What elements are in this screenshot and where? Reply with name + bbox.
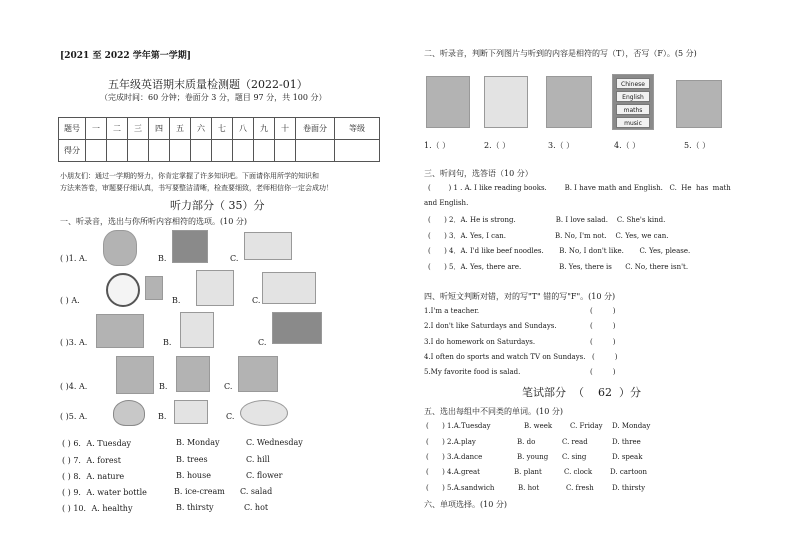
animals-picture — [244, 232, 292, 260]
option-c-label: C. flower — [246, 471, 283, 480]
q3-choice-2[interactable]: ( ) 2．A. He is strong. B. I love salad. C. She's kind. — [428, 216, 666, 224]
q4-statement: 5.My favorite food is salad. — [424, 368, 521, 376]
basketball-picture — [180, 312, 214, 348]
q3-choice-3[interactable]: ( ) 3．A. Yes, I can. B. No, I'm not. C. Yes, we can. — [428, 232, 669, 240]
option-b-label: B. — [172, 296, 181, 305]
option-b-label: B. plant — [514, 468, 542, 476]
table-cell: 一 — [86, 118, 107, 140]
option-c-label: C. hot — [244, 503, 269, 512]
q3-number[interactable]: ( )3. A. — [60, 338, 88, 347]
q4-blank[interactable]: ( ) — [592, 353, 618, 361]
q10-choice[interactable]: ( ) 10．A. healthy — [62, 504, 133, 513]
q8-choice[interactable]: ( ) 8．A. nature — [62, 472, 125, 481]
woman-picture — [546, 76, 592, 128]
bird-picture — [145, 276, 163, 300]
option-b-label: B. trees — [176, 455, 208, 464]
score-input-cell[interactable] — [335, 140, 380, 162]
kids-picture — [426, 76, 470, 128]
option-c-label: C. — [252, 296, 261, 305]
subject-card: maths — [616, 104, 650, 115]
score-input-cell[interactable] — [296, 140, 335, 162]
swimming-picture — [272, 312, 322, 344]
reading-picture — [116, 356, 154, 394]
table-cell: 题号 — [59, 118, 86, 140]
option-d-label: D. cartoon — [610, 468, 648, 476]
section-5-heading: 五、选出每组中不同类的单词。(10 分) — [424, 407, 563, 416]
q4-statement: 2.I don't like Saturdays and Sundays. — [424, 322, 557, 330]
q5-choice-2[interactable]: ( ) 2.A.play — [426, 438, 476, 446]
clock-picture — [106, 273, 140, 307]
option-b-label: B. young — [517, 453, 549, 461]
q3-choice-1-cont: and English. — [424, 199, 469, 207]
table-cell: 五 — [170, 118, 191, 140]
q2-answer-3[interactable]: 3.（ ） — [548, 141, 575, 150]
reading-girl-picture — [484, 76, 528, 128]
score-input-cell[interactable] — [254, 140, 275, 162]
food-picture — [676, 80, 722, 128]
score-input-cell[interactable] — [107, 140, 128, 162]
q2-answer-4[interactable]: 4.（ ） — [614, 141, 641, 150]
singing-picture — [176, 356, 210, 392]
sandwich-picture — [174, 400, 208, 424]
q6-choice[interactable]: ( ) 6．A. Tuesday — [62, 439, 132, 448]
q5-choice-4[interactable]: ( ) 4.A.great — [426, 468, 480, 476]
chicken-picture — [240, 400, 288, 426]
q5-choice-5[interactable]: ( ) 5.A.sandwich — [426, 484, 495, 492]
score-input-cell[interactable] — [170, 140, 191, 162]
score-input-cell[interactable] — [149, 140, 170, 162]
option-c-label: C. sing — [562, 453, 587, 461]
q4-number[interactable]: ( )4. A. — [60, 382, 88, 391]
table-cell: 六 — [191, 118, 212, 140]
option-d-label: D. three — [612, 438, 641, 446]
q4-statement: 4.I often do sports and watch TV on Sundays. — [424, 353, 586, 361]
option-b-label: B. do — [517, 438, 536, 446]
table-cell: 得分 — [59, 140, 86, 162]
table-cell: 七 — [212, 118, 233, 140]
banana-picture — [113, 400, 145, 426]
score-table — [58, 117, 380, 162]
q4-blank[interactable]: ( ) — [590, 322, 616, 330]
option-b-label: B. week — [524, 422, 553, 430]
q4-blank[interactable]: ( ) — [590, 368, 616, 376]
q3-choice-1[interactable]: ( ) 1 . A. I like reading books. B. I have math and English. C. He has math — [428, 184, 731, 192]
pingpong-picture — [96, 314, 144, 348]
option-c-label: C. Friday — [570, 422, 603, 430]
desk-picture — [196, 270, 234, 306]
q2-answer-1[interactable]: 1.（ ） — [424, 141, 451, 150]
q5-choice-1[interactable]: ( ) 1.A.Tuesday — [426, 422, 491, 430]
table-cell: 等级 — [335, 118, 380, 140]
exam-title: 五年级英语期末质量检测题（2022-01） — [108, 78, 308, 91]
section-1-heading: 一、听录音，选出与你所听内容相符的选项。(10 分) — [60, 217, 247, 226]
score-input-cell[interactable] — [212, 140, 233, 162]
score-input-cell[interactable] — [233, 140, 254, 162]
option-b-label: B. — [158, 412, 167, 421]
score-input-cell[interactable] — [128, 140, 149, 162]
q5-choice-3[interactable]: ( ) 3.A.dance — [426, 453, 483, 461]
option-b-label: B. ice-cream — [174, 487, 225, 496]
option-b-label: B. hot — [518, 484, 540, 492]
score-input-cell[interactable] — [191, 140, 212, 162]
option-c-label: C. — [226, 412, 235, 421]
q3-choice-5[interactable]: ( ) 5．A. Yes, there are. B. Yes, there is C. No, there isn't. — [428, 263, 689, 271]
subject-card: music — [616, 117, 650, 128]
option-b-label: B. house — [176, 471, 211, 480]
option-c-label: C. hill — [246, 455, 270, 464]
table-cell: 卷面分 — [296, 118, 335, 140]
option-c-label: C. fresh — [566, 484, 594, 492]
q2-answer-5[interactable]: 5.（ ） — [684, 141, 711, 150]
q4-statement: 1.I'm a teacher. — [424, 307, 480, 315]
option-d-label: D. speak — [612, 453, 643, 461]
section-3-heading: 三、听问句，选答语（10 分） — [424, 169, 533, 178]
q2-number[interactable]: ( ) A. — [60, 296, 80, 305]
option-c-label: C. — [224, 382, 233, 391]
section-4-heading: 四、听短文判断对错，对的写"T" 错的写"F"。(10 分) — [424, 292, 616, 301]
q4-statement: 3.I do homework on Saturdays. — [424, 338, 536, 346]
written-header: 笔试部分 （ 62 ）分 — [522, 386, 641, 399]
tv-picture — [238, 356, 278, 392]
q3-choice-4[interactable]: ( ) 4．A. I'd like beef noodles. B. No, I don't like. C. Yes, please. — [428, 247, 691, 255]
option-b-label: B. thirsty — [176, 503, 214, 512]
table-cell: 十 — [275, 118, 296, 140]
table-cell: 九 — [254, 118, 275, 140]
q7-choice[interactable]: ( ) 7．A. forest — [62, 456, 121, 465]
q9-choice[interactable]: ( ) 9．A. water bottle — [62, 488, 147, 497]
score-table-score-row — [59, 140, 380, 162]
listening-header: 听力部分（ 35）分 — [170, 199, 265, 212]
score-input-cell[interactable] — [86, 140, 107, 162]
option-b-label: B. — [159, 382, 168, 391]
q5-number[interactable]: ( )5. A. — [60, 412, 88, 421]
notice-line: 小朋友们：通过一学期的努力，你肯定掌握了许多知识吧。下面请你用所学的知识和 — [60, 172, 319, 180]
exam-subtitle: （完成时间：60 分钟；卷面分 3 分，题目 97 分，共 100 分） — [100, 93, 327, 102]
house-picture — [262, 272, 316, 304]
term-label: [2021 至 2022 学年第一学期] — [60, 51, 192, 61]
q2-answer-2[interactable]: 2.（ ） — [484, 141, 511, 150]
q4-blank[interactable]: ( ) — [590, 307, 616, 315]
option-d-label: D. Monday — [612, 422, 651, 430]
table-cell: 八 — [233, 118, 254, 140]
table-cell: 四 — [149, 118, 170, 140]
option-b-label: B. Monday — [176, 438, 220, 447]
table-cell: 三 — [128, 118, 149, 140]
section-6-heading: 六、单项选择。(10 分) — [424, 500, 507, 509]
section-2-heading: 二、听录音，判断下列图片与听到的内容是相符的写（T），否写（F）。(5 分) — [424, 49, 697, 58]
option-d-label: D. thirsty — [612, 484, 646, 492]
option-c-label: C. read — [562, 438, 588, 446]
notice-line: 方法来答卷，审题要仔细认真，书写要整洁清晰，检查要细致，老师相信你一定会成功！ — [60, 184, 333, 192]
monkey-picture — [103, 230, 137, 266]
option-c-label: C. — [258, 338, 267, 347]
option-c-label: C. clock — [564, 468, 593, 476]
score-table-header-row — [59, 118, 380, 140]
option-b-label: B. — [163, 338, 172, 347]
girl-picture — [172, 230, 208, 263]
q4-blank[interactable]: ( ) — [590, 338, 616, 346]
q1-number[interactable]: ( )1. A. — [60, 254, 88, 263]
score-input-cell[interactable] — [275, 140, 296, 162]
option-c-label: C. — [230, 254, 239, 263]
table-cell: 二 — [107, 118, 128, 140]
subject-card: Chinese — [616, 78, 650, 89]
option-c-label: C. Wednesday — [246, 438, 303, 447]
option-c-label: C. salad — [240, 487, 273, 496]
subject-card: English — [616, 91, 650, 102]
option-b-label: B. — [158, 254, 167, 263]
